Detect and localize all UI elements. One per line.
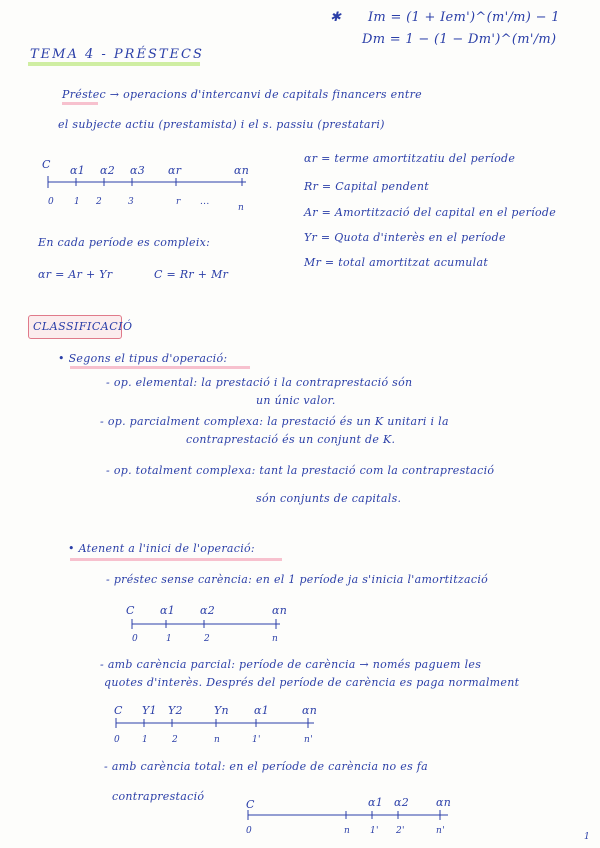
t3-top-label: Y1: [142, 704, 157, 717]
t4-top-label: αn: [436, 796, 452, 809]
t2-bottom-label: 1: [166, 634, 173, 644]
t3-bottom-label: n: [214, 735, 221, 745]
definition-item: Ar = Amortització del capital en el període: [304, 206, 557, 219]
t4-bottom-label: n': [436, 826, 445, 836]
equation-2: C = Rr + Mr: [154, 268, 229, 281]
t3-bottom-label: 2: [172, 735, 179, 745]
type-item: - op. totalment complexa: tant la prestació com la contraprestació: [106, 464, 495, 477]
t1-bottom-label: 0: [48, 197, 55, 207]
equation-1: αr = Ar + Yr: [38, 268, 113, 281]
t3-top-label: C: [114, 704, 123, 717]
intro-line-1: Préstec → operacions d'intercanvi de capitals financers entre: [62, 88, 422, 101]
t4-bottom-label: 1': [370, 826, 379, 836]
formula-dm: Dm = 1 − (1 − Dm')^(m'/m): [362, 32, 557, 47]
t1-bottom-label: n: [238, 203, 245, 213]
definition-item: Rr = Capital pendent: [304, 180, 429, 193]
t2-top-label: α1: [160, 604, 176, 617]
asterisk-mark: ✱: [330, 10, 342, 25]
t2-bottom-label: 0: [132, 634, 139, 644]
t1-bottom-label: ...: [200, 197, 210, 207]
t1-top-label: αr: [168, 164, 182, 177]
start-heading: • Atenent a l'inici de l'operació:: [68, 542, 255, 555]
definition-item: Yr = Quota d'interès en el període: [304, 231, 506, 244]
type-heading: • Segons el tipus d'operació:: [58, 352, 228, 365]
t4-bottom-label: 0: [246, 826, 253, 836]
t2-top-label: α2: [200, 604, 216, 617]
t1-top-label: α1: [70, 164, 86, 177]
t2-top-label: C: [126, 604, 135, 617]
type-item: contraprestació és un conjunt de K.: [186, 433, 396, 446]
t1-top-label: αn: [234, 164, 250, 177]
start-item-2-line-1: - amb carència parcial: període de carència → només paguem les: [100, 658, 482, 671]
start-item-3-line-2: contraprestació: [112, 790, 205, 803]
t4-bottom-label: n: [344, 826, 351, 836]
type-item: són conjunts de capitals.: [256, 492, 402, 505]
t3-top-label: Yn: [214, 704, 229, 717]
t1-top-label: C: [42, 158, 51, 171]
t2-bottom-label: 2: [204, 634, 211, 644]
definition-item: αr = terme amortitzatiu del període: [304, 152, 516, 165]
t1-top-label: α2: [100, 164, 116, 177]
t4-bottom-label: 2': [396, 826, 405, 836]
period-note: En cada període es compleix:: [38, 236, 211, 249]
t4-top-label: α2: [394, 796, 410, 809]
type-item: - op. elemental: la prestació i la contraprestació són: [106, 376, 413, 389]
t4-top-label: α1: [368, 796, 384, 809]
t3-top-label: α1: [254, 704, 270, 717]
formula-im: Im = (1 + Iem')^(m'/m) − 1: [368, 10, 560, 25]
t2-bottom-label: n: [272, 634, 279, 644]
classification-title: CLASSIFICACIÓ: [33, 320, 133, 333]
t2-top-label: αn: [272, 604, 288, 617]
t3-bottom-label: n': [304, 735, 313, 745]
start-item-3-line-1: - amb carència total: en el període de carència no es fa: [104, 760, 429, 773]
page-number: 1: [584, 832, 591, 842]
t4-top-label: C: [246, 798, 255, 811]
t1-bottom-label: 3: [128, 197, 135, 207]
t1-top-label: α3: [130, 164, 146, 177]
start-item-1: - préstec sense carència: en el 1 període ja s'inicia l'amortització: [106, 573, 489, 586]
t3-bottom-label: 0: [114, 735, 121, 745]
t3-bottom-label: 1': [252, 735, 261, 745]
t1-bottom-label: 1: [74, 197, 81, 207]
t3-bottom-label: 1: [142, 735, 149, 745]
t1-bottom-label: 2: [96, 197, 103, 207]
t1-bottom-label: r: [176, 197, 181, 207]
type-item: un únic valor.: [256, 394, 336, 407]
definition-item: Mr = total amortitzat acumulat: [304, 256, 489, 269]
type-item: - op. parcialment complexa: la prestació és un K unitari i la: [100, 415, 449, 428]
t3-top-label: αn: [302, 704, 318, 717]
intro-line-2: el subjecte actiu (prestamista) i el s. passiu (prestatari): [58, 118, 385, 131]
t3-top-label: Y2: [168, 704, 183, 717]
page-title: TEMA 4 - PRÉSTECS: [30, 47, 204, 62]
start-item-2-line-2: quotes d'interès. Després del període de carència es paga normalment: [104, 676, 520, 689]
